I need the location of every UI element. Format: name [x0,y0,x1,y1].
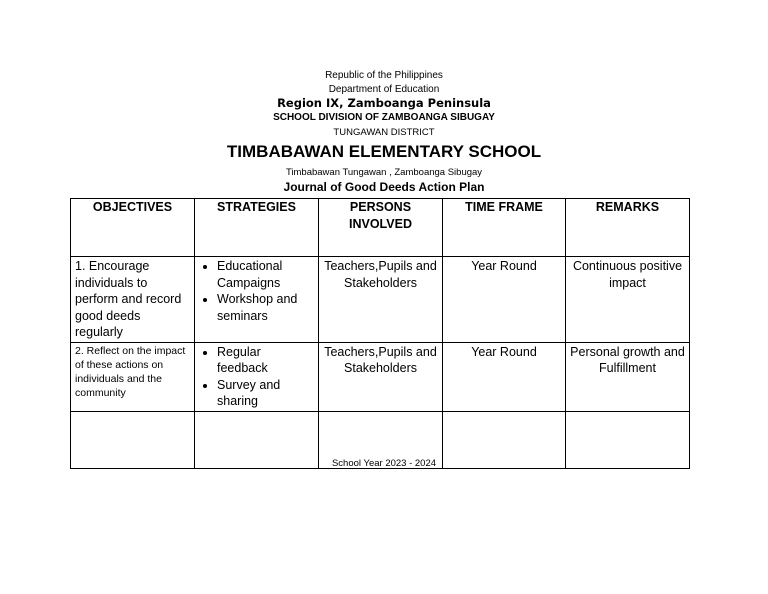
republic-line: Republic of the Philippines [325,70,443,81]
strategies-list [199,344,314,410]
department-line: Department of Education [328,84,440,95]
table-row [71,342,690,411]
column-header-time-frame: TIME FRAME [443,199,566,257]
column-header-objectives: OBJECTIVES [71,199,195,257]
strategies-cell [195,342,319,411]
remarks-cell: Continuous positive impact [566,257,690,343]
time-frame-cell: Year Round [443,342,566,411]
column-header-persons: PERSONS INVOLVED [319,199,443,257]
column-header-strategies: STRATEGIES [195,199,319,257]
table-header-row [71,199,690,257]
column-header-remarks: REMARKS [566,199,690,257]
school-address: Timbabawan Tungawan , Zamboanga Sibugay [285,167,483,178]
strategy-item: • Educational Campaigns [217,258,314,291]
school-year-footer: School Year 2023 - 2024 [331,458,437,469]
objective-cell: 1. Encourage individuals to perform and record good deeds regularly [71,257,195,343]
objective-cell: 2. Reflect on the impact of these actions on individuals and the community [71,342,195,411]
persons-cell: Teachers,Pupils and Stakeholders [319,257,443,343]
plan-title: Journal of Good Deeds Action Plan [283,180,485,194]
action-plan-table [70,198,690,469]
strategies-cell [195,257,319,343]
school-name: TIMBABAWAN ELEMENTARY SCHOOL [226,142,542,161]
persons-cell: Teachers,Pupils and Stakeholders [319,342,443,411]
time-frame-cell: Year Round [443,257,566,343]
strategy-item: • Workshop and seminars [217,291,314,324]
strategy-item: • Regular feedback [217,344,314,377]
region-line: Region IX, Zamboanga Peninsula [277,96,491,110]
table-row [71,257,690,343]
division-line: SCHOOL DIVISION OF ZAMBOANGA SIBUGAY [273,112,495,123]
strategy-item: • Survey and sharing [217,377,314,410]
remarks-cell: Personal growth and Fulfillment [566,342,690,411]
strategies-list [199,258,314,324]
district-line: TUNGAWAN DISTRICT [333,127,435,138]
